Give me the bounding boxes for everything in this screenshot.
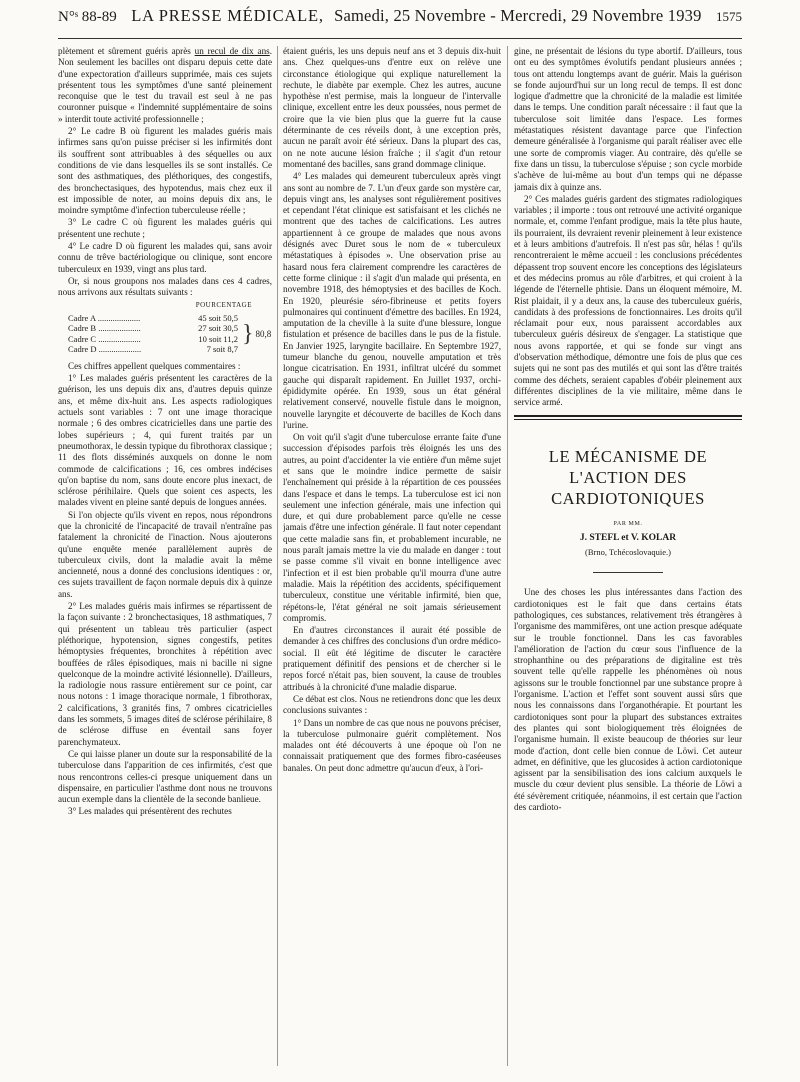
journal-name: LA PRESSE MÉDICALE, <box>131 6 324 25</box>
column-divider <box>277 46 278 1066</box>
row-value: 7 soit 8,7 <box>206 344 238 355</box>
column-1 <box>58 46 272 1068</box>
title-divider <box>593 572 663 573</box>
article-separator <box>514 415 742 420</box>
row-value: 27 soit 30,5 <box>198 323 238 334</box>
header-rule <box>58 38 742 39</box>
stats-header: POURCENTAGE <box>195 300 252 309</box>
paragraph: 2° Le cadre B où figurent les malades guéris mais infirmes sans qu'on puisse préciser si les infirmités dont ils souffrent sont attribuables à des séquelles ou aux conditions de vie dans lesquelles ils se sont installés. Ce sont des asthmatiques, des pléthoriques, des congestifs, des bronchectasiques, des hypotendus, mais chez eux il est impossible de noter, au moins depuis dix ans, le moindre symptôme d'infection tuberculeuse réelle ; <box>58 126 272 216</box>
paragraph: 4° Les malades qui demeurent tuberculeux après vingt ans sont au nombre de 7. L'un d'eux garde son mystère car, depuis vingt ans, les analyses sont régulièrement positives et cependant l'état clinique est satisfaisant et les clichés ne montrent que des taches de calcifications. Les autres appartiennent à ce groupe de malades que nous avons désignés avec Duret sous le nom de « tuberculeux métastatiques à épisodes ». Une observation prise au hasard nous fera clairement comprendre les caractères de cette forme clinique : il s'agit d'un malade qui présenta, en novembre 1918, des hémoptysies et des bacilles de Koch. En 1920, pleurésie séro-fibrineuse et petits foyers pulmonaires qui continuent d'émettre des bacilles. En 1924, amputation de la cheville à la suite d'une blessure, longue fistulation et présence de bacilles dans le pus de la fistule. En Janvier 1925, laryngite bacillaire. En Septembre 1927, tumeur blanche du genou, nouvelle amputation et très longue cicatrisation. En 1931, infiltrat ulcéré du sommet gauche qui disparaît rapidement. En Juillet 1937, orchi-épididymite opérée. En 1939, sous un état général relativement conservé, nouvelle fistule dans le moignon, nouvelle laryngite et découverte de bacilles de Koch dans l'urine. <box>283 171 501 430</box>
paragraph: 3° Les malades qui présentèrent des rechutes <box>68 806 232 817</box>
paragraph: 2° Les malades guéris mais infirmes se répartissent de la façon suivante : 2 bronchectasiques, 18 asthmatiques, 7 qui présentent un tableau très particulier (aspect pléthorique, hypotension, signes congestifs, petites hémoptysies fréquentes, bronchites à répétition avec bouffées de râles épisodiques, mais ni bacille ni signe quelconque de la moindre activité lésionnelle). D'ailleurs, la radiologie nous rassure entièrement sur ce point, car nous notons : 1 image thoracique normale, 1 fibrothorax, 2 calcifications, 3 granités fins, 7 ombres cicatricielles dans les sommets, 5 images diteś de sclérose périhilaire, 8 de sclérose diffuse en éventail sans foyer parenchymateux. <box>58 601 272 747</box>
paragraph: 1° Les malades guéris présentent les caractères de la guérison, les uns depuis dix ans, d'autres depuis quinze ans, et même dix-huit ans. Les aspects radiologiques actuels sont variables : 7 ont une image thoracique normale ; 6 des ombres cicatricielles dans une partie des lobes supérieurs ; 4, qui furent traités par un pneumothorax, le dessin typique du fibrothorax classique ; 11 des flots disséminés auxquels on donne le nom commode de calcifications ; 16, ces ombres indécises qu'on baptise du nom, sans doute encore plus inexact, de sclérose périhilaire. Quels que soient ces aspects, les malades vivent en pleine santé depuis de longues années. <box>58 373 272 508</box>
page-header <box>58 6 742 32</box>
paragraph: Or, si nous groupons nos malades dans ces 4 cadres, nous arrivons aux résultats suivants : <box>58 275 272 298</box>
sum-brace: } 80,8 <box>242 320 272 347</box>
paragraph: En d'autres circonstances il aurait été possible de demander à ces chiffres des conclusions d'un ordre médico-social. Il eût été légitime de discuter le caractère pratiquement définitif des pensions et de chercher si le repos forcé n'était pas, bien souvent, la cause de troubles attribués à la chronicité d'une maladie disparue. <box>283 625 501 692</box>
paragraph: Ce qui laisse planer un doute sur la responsabilité de la tuberculose dans l'apparition de ces infirmités, c'est que nous rencontrons celles-ci presque uniquement dans un dispensaire, en particulier l'asthme dont nous ne trouvons aucun exemple dans la clientèle de la seconde banlieue. <box>58 748 272 805</box>
issue-number: N°ˢ 88-89 <box>58 9 117 25</box>
sum-value: 80,8 <box>255 328 272 339</box>
page-number: 1575 <box>716 9 742 24</box>
paragraph <box>58 46 272 125</box>
paragraph: Si l'on objecte qu'ils vivent en repos, nous répondrons que la chronicité de l'incapacité de travail n'entraîne pas fatalement la chronicité de l'inaction. Nous ajouterons qu'une enquête menée parallèlement auprès de tuberculeux civils, dont la maladie avait la même ancienneté, nous a donné des conclusions identiques : or, ces sujets travaillent de façon normale depuis dix à quinze ans. <box>58 509 272 599</box>
column-divider <box>507 46 508 1066</box>
column-2 <box>283 46 501 1068</box>
text-run: plètement et sûrement guéris après <box>58 46 195 56</box>
paragraph: 2° Ces malades guéris gardent des stigmates radiologiques variables ; il importe : tous ont retrouvé une activité organique normale, et, comme l'enfant prodigue, mais la tête plus haute, ils pourraient, ils devraient revenir pleinement à leur existence et à leurs ambitions d'autrefois. Il n'est pas sûr, hélas ! qu'ils rencontreraient le même accueil : les conclusions précédentes dépassent trop souvent encore les conceptions des législateurs et des médecins promus au rôle d'arbitres, et qui croient à la légende de l'éternelle phtisie. Dans un éloquent mémoire, M. Rist plaidait, il y a deux ans, la cause des tuberculeux guéris, candidats à des professions de fonctionnaires. Les droits qu'il réclamait pour eux, nous paraissent accordables aux tuberculeux guéris désireux de s'engager. La statistique que nous avons rapportée, et qui se fonde sur vingt ans d'observation méthodique, démontre une fois de plus que ces sujets qui ne sont pas des mutilés et qui sont las d'être traités comme des déchets, seraient capables d'obéir pleinement aux différentes disciplines de la vie militaire, même dans le service armé. <box>514 193 742 408</box>
paragraph: 3° Le cadre C où figurent les malades guéris qui présentent une rechute ; <box>58 217 272 239</box>
text-run: . Non seulement les bacilles ont disparu depuis cette date d'une expectoration d'ailleurs supprimée, mais ces sujets présentent tous les symptômes d'une santé pleinement reconquise que le test du travail est seul à ne pas couronner puisque « l'indemnité supplémentaire de soins » interdit toute activité professionnelle ; <box>58 46 272 124</box>
row-label: Cadre D .................... <box>68 344 142 355</box>
article-affiliation: (Brno, Tchécoslovaquie.) <box>585 547 671 558</box>
paragraph: gine, ne présentait de lésions du type abortif. D'ailleurs, tous ont eu des symptômes évolutifs pendant plusieurs années ; tous ont attendu longtemps avant de guérir. Mais la guérison se fonde aujourd'hui sur un long recul de temps. Il est donc logique d'admettre que la chronicité de la maladie est limitée dans le temps. Une condition paraît nécessaire : il faut que la tuberculose soit limitée dans l'espace. Les formes métastatiques résistent davantage parce que l'infection demeure généralisée à l'organisme qui paraît réaliser avec elle une sorte de compromis viager. Au contraire, dès qu'elle se fixe dans un tissu, la tuberculose s'épuise ; son cycle morbide s'achève de lui-même au bout d'un temps qui ne dépasse jamais dix à quinze ans. <box>514 46 742 192</box>
article-authors: J. STEFL et V. KOLAR <box>579 532 677 543</box>
row-label: Cadre A .................... <box>68 312 141 323</box>
paragraph: Ces chiffres appellent quelques commentaires : <box>68 360 241 371</box>
table-row <box>68 313 238 324</box>
article-byline-prefix: PAR MM. <box>613 520 643 527</box>
row-value: 10 soit 11,2 <box>198 333 238 344</box>
table-row <box>68 323 238 334</box>
table-row <box>68 344 238 355</box>
column-3 <box>514 46 742 1068</box>
row-label: Cadre B .................... <box>68 323 141 334</box>
table-row <box>68 334 238 345</box>
paragraph: Ce débat est clos. Nous ne retiendrons donc que les deux conclusions suivantes : <box>283 693 501 716</box>
row-value: 45 soit 50,5 <box>198 312 238 323</box>
paragraph: Une des choses les plus intéressantes dans l'action des cardiotoniques est le fait que dans certains états pathologiques, ces substances, relativement très étrangères à l'organisme des mammifères, ont une action presque adéquate sur le trouble fonctionnel. Dans les cas favorables l'amélioration de l'action du cœur sous l'influence de la strophanthine ou des préparations de digitaline est très souvent telle qu'elle rappelle les phénomènes où nous agissons sur le trouble fonctionnel par une substance propre à l'organisme. L'action et l'effet sont souvent aussi sûrs que nous les connaissons dans l'organothérapie. Et pourtant les cardiotoniques sont pour la plupart des substances extraites des plantes qui sont biologiquement très éloignées de l'organisme humain. Il existe beaucoup de théories sur leur mode d'action, dont celle bien connue de Löwi. Cet auteur admet, en définitive, que les glucosides à action cardiotonique agissent par la sensibilisation des ions calcium auxquels le muscle du cœur devient plus sensible. La théorie de Löwi a été sévèrement critiquée, néanmoins, il est certain que l'action des cardioto- <box>514 587 742 813</box>
paragraph: étaient guéris, les uns depuis neuf ans et 3 depuis dix-huit ans. Chez quelques-uns d'entre eux on relève une circonstance étiologique qui explique naturellement la rechute, le diabète par exemple. Chez les autres, aucune hypothèse n'est permise, mais la longueur de l'intervalle clinique, excellent entre les deux poussées, nous permet de croire que la vie bien plus que la guerre fut la cause déterminante de ces réveils dont, à une exception près, aucun ne paraît avoir été sérieux. Dans la plupart des cas, on ne note aucune lésion fraîche ; il s'agit d'un retour momentané des bacilles, sans grand dommage clinique. <box>283 46 501 169</box>
row-label: Cadre C .................... <box>68 333 141 344</box>
article-title: LE MÉCANISME DE L'ACTION DES CARDIOTONIQUES <box>548 446 708 508</box>
underlined-text: un recul de dix ans <box>194 46 270 56</box>
results-table <box>68 313 272 355</box>
paragraph: 1° Dans un nombre de cas que nous ne pouvons préciser, la tuberculose pulmonaire guérit complètement. Nos malades ont été découverts à une époque où l'on ne connaissait pratiquement que des formes fibro-caséeuses banales. On peut donc admettre qu'aucun d'eux, à l'ori- <box>283 717 501 773</box>
paragraph: 4° Le cadre D où figurent les malades qui, sans avoir connu de trêve bactériologique ou clinique, sont encore tuberculeux en 1939, vingt ans plus tard. <box>58 241 272 274</box>
paragraph: On voit qu'il s'agit d'une tuberculose errante faite d'une succession d'épisodes parfois très éloignés les uns des autres, au point d'accidenter la vie entière d'un même sujet et sans que le moindre indice permette de saisir l'enchaînement qui préside à la répartition de ces poussées dans l'espace et dans le temps. La tuberculose est ici non seulement une infection générale, mais une infection qui dure, et qui dure probablement parce qu'elle ne cesse jamais d'être une infection générale. Il faut noter cependant que cette maladie sans fin, et probablement incurable, ne nous paraît jamais mettre la vie du malade en danger : tout se passe comme s'il vivait en bonne intelligence avec l'infection et il est bien probable qu'il mourra d'une autre maladie. Mais la répétition des accidents, spécifiquement tuberculeux, constitue une véritable infirmité, bien que, répétons-le, l'état général ne soit jamais sérieusement compromis. <box>283 432 501 623</box>
issue-date: Samedi, 25 Novembre - Mercredi, 29 Novembre 1939 <box>334 6 702 25</box>
header-title <box>131 6 701 26</box>
